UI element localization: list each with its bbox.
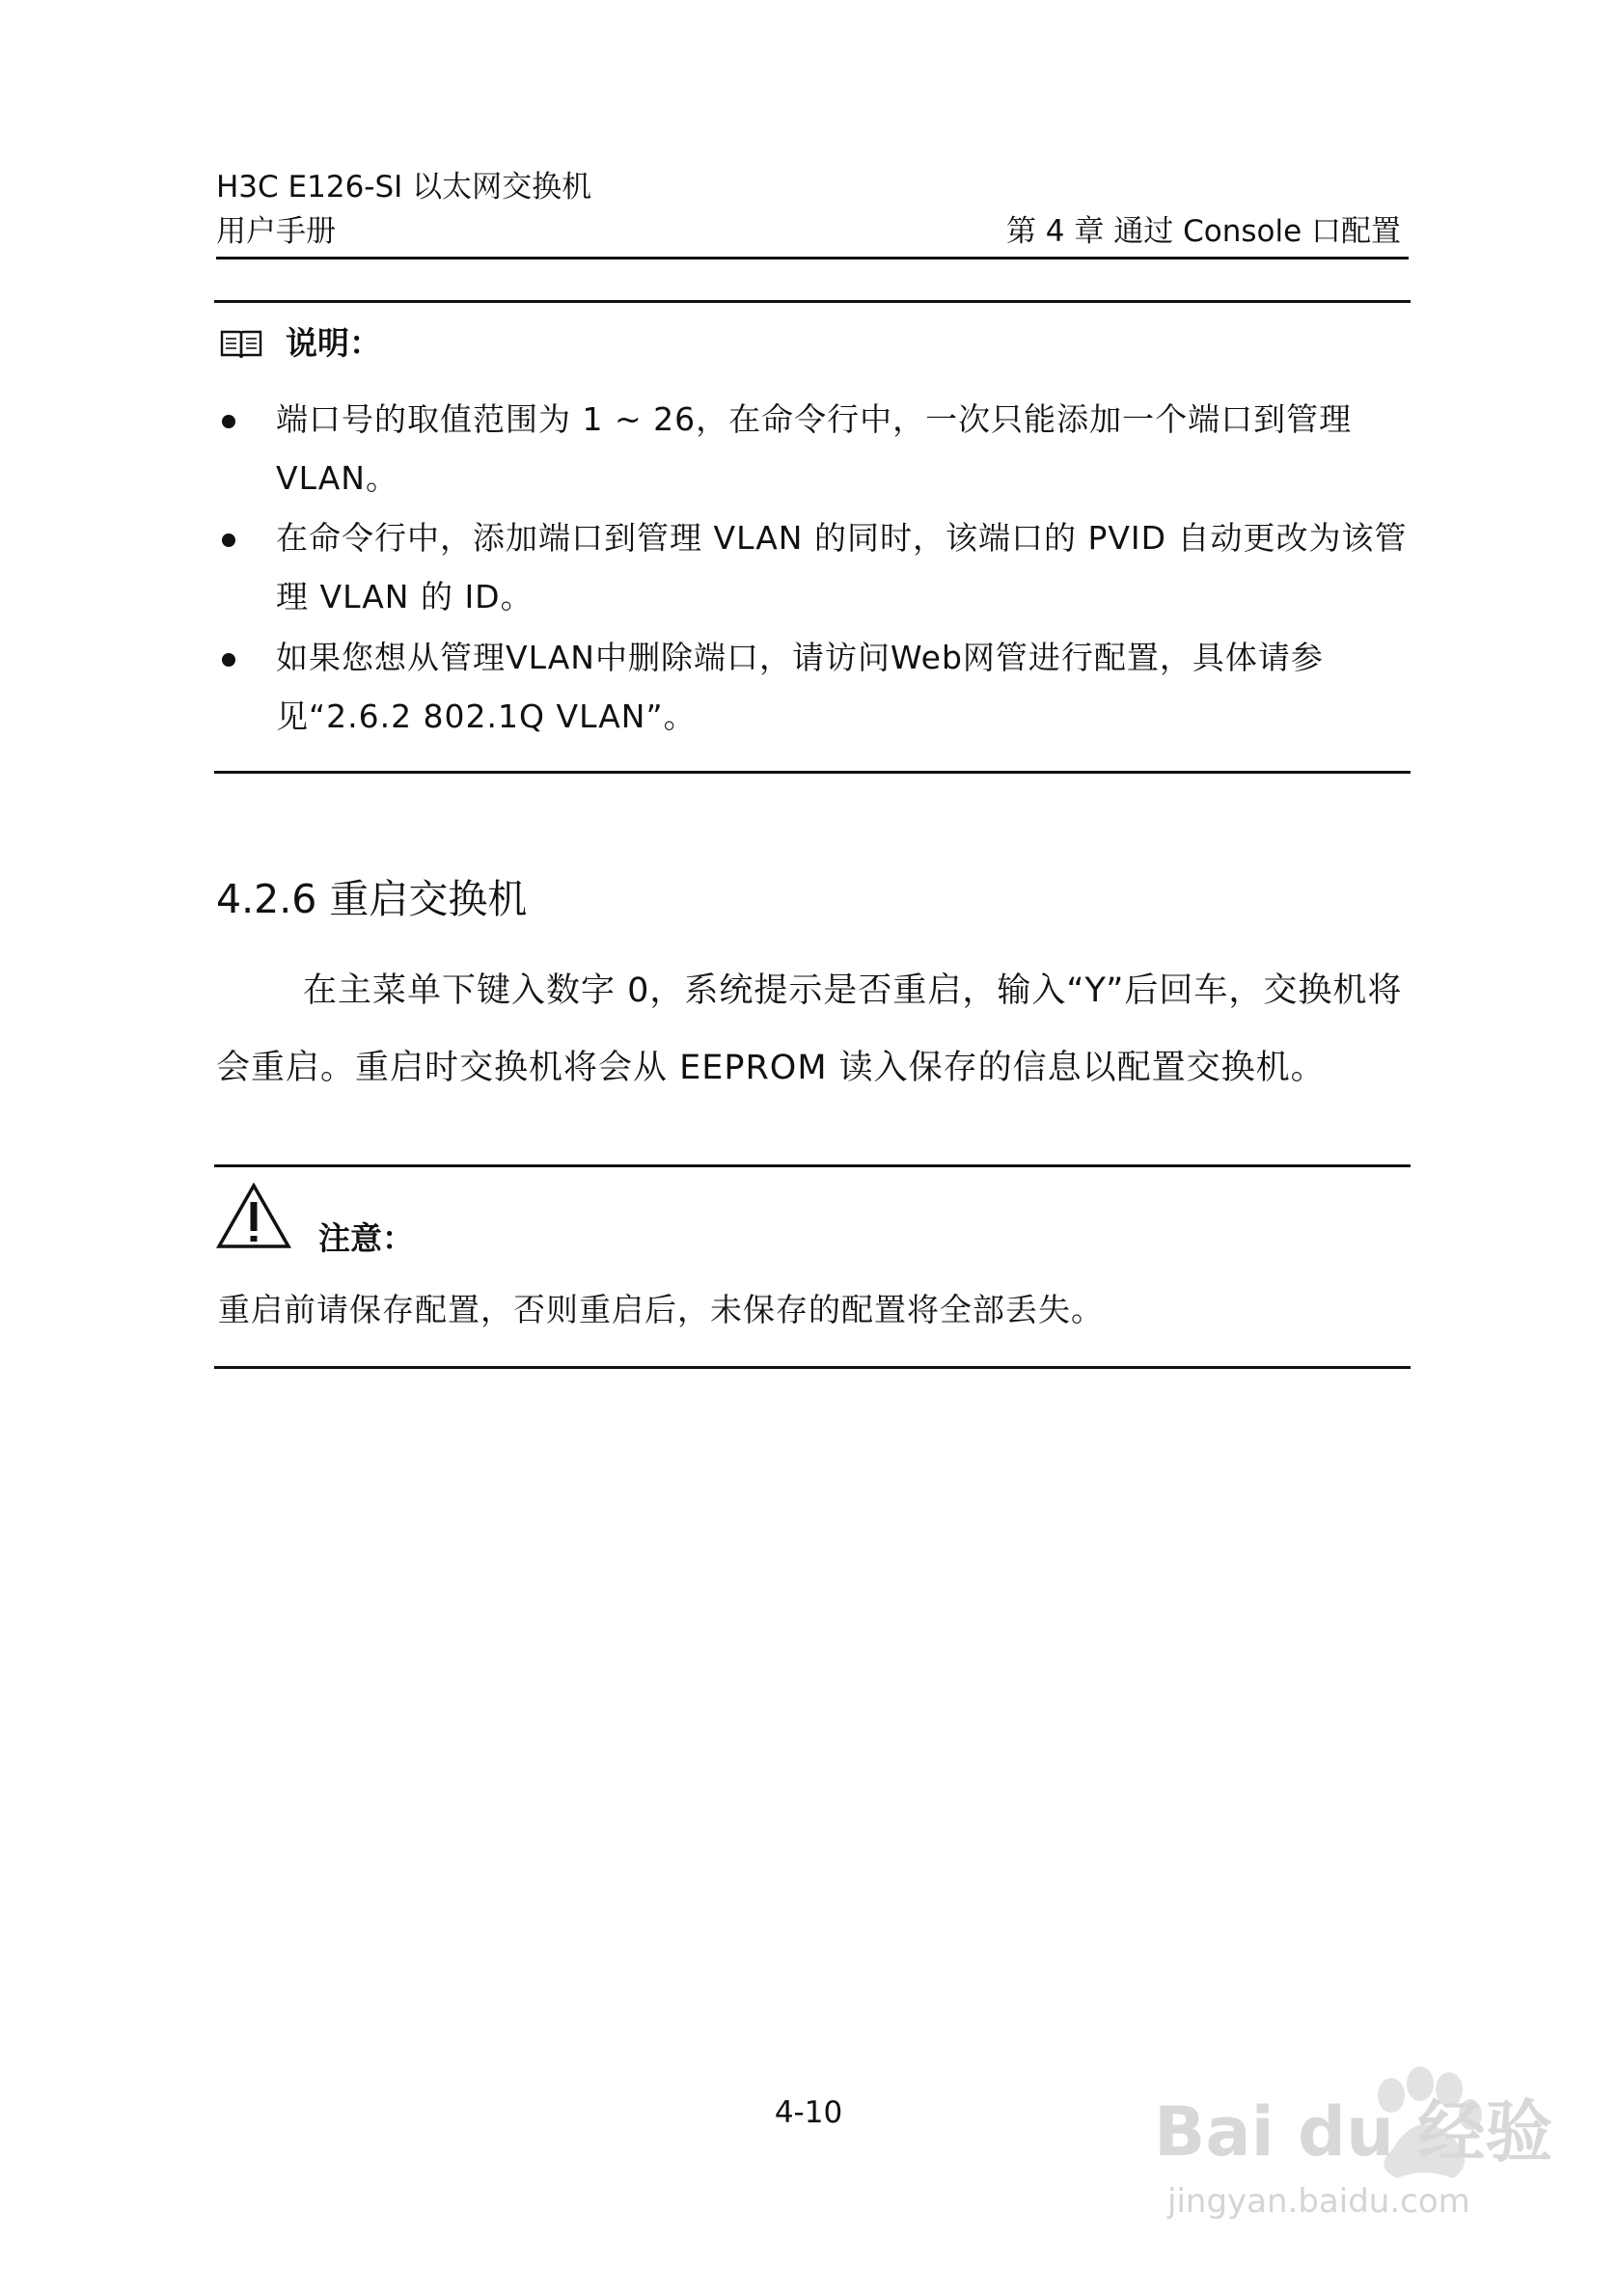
header-manual-title: 用户手册: [216, 214, 336, 249]
bullet-dot: [222, 653, 235, 667]
caution-top-rule: [214, 1164, 1411, 1167]
book-icon: [220, 328, 262, 361]
caution-text: 重启前请保存配置，否则重启后，未保存的配置将全部丢失。: [218, 1291, 1104, 1328]
note-bottom-rule: [214, 771, 1411, 774]
note-bullet-2: 在命令行中，添加端口到管理 VLAN 的同时，该端口的 PVID 自动更改为该管理 VLAN 的 ID。: [276, 519, 1408, 615]
watermark-url: jingyan.baidu.com: [1167, 2182, 1470, 2221]
bullet-dot: [222, 415, 235, 428]
note-bullet-1: 端口号的取值范围为 1 ~ 26，在命令行中，一次只能添加一个端口到管理 VLAN。: [276, 400, 1353, 497]
watermark-brand: Bai du 经验: [1154, 2092, 1553, 2172]
header-chapter-title: 第 4 章 通过 Console 口配置: [1005, 214, 1401, 249]
note-bullet-3: 如果您想从管理VLAN中删除端口，请访问Web网管进行配置，具体请参见“2.6.2 802.1Q VLAN”。: [276, 639, 1324, 735]
caution-title: 注意：: [318, 1219, 414, 1257]
section-heading: 4.2.6 重启交换机: [216, 876, 528, 922]
caution-bottom-rule: [214, 1366, 1411, 1369]
page-number: 4-10: [774, 2095, 843, 2130]
note-top-rule: [214, 300, 1411, 303]
warning-icon: [216, 1183, 291, 1250]
header-product-title: H3C E126-SI 以太网交换机: [216, 170, 592, 205]
note-title: 说明：: [286, 324, 381, 362]
header-divider: [216, 257, 1409, 260]
section-paragraph: 在主菜单下键入数字 0，系统提示是否重启，输入“Y”后回车，交换机将会重启。重启时交换机将会从 EEPROM 读入保存的信息以配置交换机。: [216, 971, 1403, 1087]
bullet-dot: [222, 533, 235, 547]
